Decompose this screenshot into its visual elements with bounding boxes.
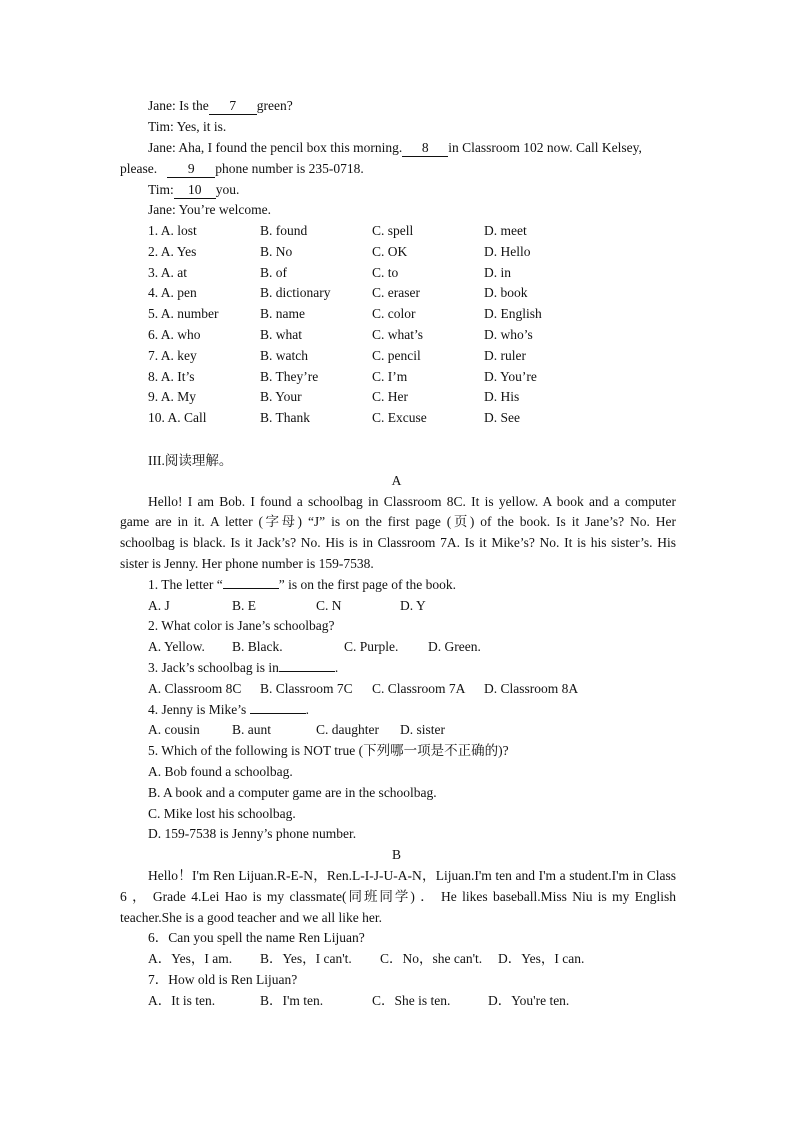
option: A. J xyxy=(148,598,170,613)
cloze-option: B. Thank xyxy=(260,410,310,426)
dialogue-line-2: Tim: Yes, it is. xyxy=(148,119,227,134)
cloze-option: 2. A. Yes xyxy=(148,243,197,259)
dialogue-text: Tim: xyxy=(148,182,174,197)
option: C. daughter xyxy=(316,722,379,737)
cloze-option: C. spell xyxy=(372,223,414,238)
option: B．Yes，I can't. xyxy=(260,951,352,966)
passage-a-label: A xyxy=(391,473,402,488)
cloze-option: B. name xyxy=(260,306,305,322)
cloze-option: C. Her xyxy=(372,389,408,405)
question-2: 2. What color is Jane’s schoolbag? xyxy=(148,618,335,633)
cloze-option: 10. A. Call xyxy=(148,410,207,426)
cloze-option-row xyxy=(148,221,648,241)
cloze-option: D. who’s xyxy=(484,327,533,342)
option: A．Yes，I am. xyxy=(148,951,233,966)
question-3-options xyxy=(148,679,648,699)
cloze-option: B. No xyxy=(260,243,293,259)
cloze-option: C. Excuse xyxy=(372,410,427,426)
cloze-option: 9. A. My xyxy=(148,389,197,405)
question-3 xyxy=(148,658,338,678)
dialogue-line-3 xyxy=(148,138,642,158)
option: C．She is ten. xyxy=(372,993,451,1008)
option: C. Purple. xyxy=(344,639,399,654)
cloze-option: 7. A. key xyxy=(148,347,197,363)
blank-10: 10 xyxy=(174,182,216,199)
option: B. Black. xyxy=(232,639,283,654)
cloze-option: 1. A. lost xyxy=(148,223,197,238)
blank-9: 9 xyxy=(167,161,215,178)
question-1-options xyxy=(148,596,648,616)
dialogue-line-6: Jane: You’re welcome. xyxy=(148,202,271,217)
section-title: III.阅读理解。 xyxy=(148,453,233,468)
question-text: . xyxy=(334,660,339,675)
cloze-option: 5. A. number xyxy=(148,306,219,322)
passage-b-line: Hello！I'm Ren Lijuan.R-E-N，Ren.L-I-J-U-A-N，Lijuan.I'm ten and I'm a student.I'm in Class xyxy=(148,868,676,883)
option: B. aunt xyxy=(232,722,271,737)
cloze-option: D. You’re xyxy=(484,368,537,384)
option: B. E xyxy=(232,598,257,613)
dialogue-text: Jane: Is the xyxy=(148,98,209,113)
option: D. Y xyxy=(400,598,426,613)
blank-7: 7 xyxy=(209,98,257,115)
dialogue-text: green? xyxy=(256,98,293,113)
passage-b-line: 6 ， Grade 4.Lei Hao is my classmate(同班同学) ． He likes baseball.Miss Niu is my English xyxy=(120,889,676,904)
question-6: 6．Can you spell the name Ren Lijuan? xyxy=(148,930,365,945)
passage-a-line: game are in it. A letter (字母) “J” is on the first page (页) of the book. Is it Jane’s? No. Her xyxy=(120,514,676,529)
dialogue-line-5 xyxy=(148,180,239,200)
cloze-option-row xyxy=(148,283,648,303)
cloze-option: B. Your xyxy=(260,389,302,405)
option: A. cousin xyxy=(148,722,200,737)
cloze-option: 3. A. at xyxy=(148,264,187,280)
cloze-option-row xyxy=(148,263,648,283)
dialogue-text: please. xyxy=(120,161,158,176)
question-text: 4. Jenny is Mike’s xyxy=(148,702,247,717)
passage-a-line: sister is Jenny. Her phone number is 159-7538. xyxy=(120,556,374,571)
option: D. sister xyxy=(400,722,445,737)
blank-8: 8 xyxy=(402,140,448,157)
cloze-option: C. pencil xyxy=(372,347,421,363)
question-text: 1. The letter “ xyxy=(148,577,223,592)
question-7: 7．How old is Ren Lijuan? xyxy=(148,972,298,987)
question-text: 3. Jack’s schoolbag is in xyxy=(148,660,279,675)
option: D. Classroom 8A xyxy=(484,681,579,696)
passage-a-line: schoolbag is black. Is it Jack’s? No. His is in Classroom 7A. Is it Mike’s? No. It is his sister’s. His xyxy=(120,535,676,550)
question-text: ” is on the first page of the book. xyxy=(278,577,457,592)
question-1 xyxy=(148,575,456,595)
option: D．Yes，I can. xyxy=(498,951,585,966)
question-4-options xyxy=(148,720,648,740)
option: C. Classroom 7A xyxy=(372,681,466,696)
cloze-option-row xyxy=(148,325,648,345)
option: C. Mike lost his schoolbag. xyxy=(148,806,296,821)
cloze-option: D. ruler xyxy=(484,347,526,363)
option: A. Bob found a schoolbag. xyxy=(148,764,293,779)
cloze-option: D. Hello xyxy=(484,243,531,259)
cloze-option: B. of xyxy=(260,264,287,280)
cloze-option: C. OK xyxy=(372,243,408,259)
answer-blank xyxy=(279,671,335,672)
question-5: 5. Which of the following is NOT true (下列哪一项是不正确的)? xyxy=(148,743,509,758)
dialogue-line-1 xyxy=(148,96,293,116)
dialogue-text: phone number is 235-0718. xyxy=(215,161,364,176)
cloze-option: 8. A. It’s xyxy=(148,368,195,384)
passage-b-label: B xyxy=(391,847,401,862)
answer-blank xyxy=(223,588,279,589)
answer-blank xyxy=(250,713,306,714)
cloze-option-row xyxy=(148,408,648,428)
cloze-option: D. book xyxy=(484,285,528,301)
option: C. N xyxy=(316,598,342,613)
cloze-option: C. color xyxy=(372,306,416,322)
option: C．No，she can't. xyxy=(380,951,483,966)
cloze-option-row xyxy=(148,242,648,262)
dialogue-text: you. xyxy=(215,182,240,197)
cloze-option: B. They’re xyxy=(260,368,319,384)
cloze-option-row xyxy=(148,367,648,387)
cloze-option: C. what’s xyxy=(372,327,424,342)
option: B. Classroom 7C xyxy=(260,681,353,696)
cloze-option: C. to xyxy=(372,264,399,280)
cloze-option: B. watch xyxy=(260,347,308,363)
option: B. A book and a computer game are in the schoolbag. xyxy=(148,785,437,800)
cloze-option: D. English xyxy=(484,306,542,322)
dialogue-line-4 xyxy=(120,159,364,179)
question-6-options xyxy=(148,949,648,969)
option: A. Classroom 8C xyxy=(148,681,242,696)
option: D. 159-7538 is Jenny’s phone number. xyxy=(148,826,357,841)
cloze-option: C. eraser xyxy=(372,285,420,301)
question-7-options xyxy=(148,991,648,1011)
question-4 xyxy=(148,700,309,720)
cloze-option: B. what xyxy=(260,327,302,342)
option: A. Yellow. xyxy=(148,639,205,654)
question-text: . xyxy=(305,702,310,717)
cloze-option: D. meet xyxy=(484,223,527,238)
passage-b-line: teacher.She is a good teacher and we all like her. xyxy=(120,910,383,925)
option: D．You're ten. xyxy=(488,993,570,1008)
cloze-option: B. found xyxy=(260,223,308,238)
cloze-option-row xyxy=(148,387,648,407)
passage-a-line: Hello! I am Bob. I found a schoolbag in Classroom 8C. It is yellow. A book and a computer xyxy=(148,494,676,509)
cloze-option: D. See xyxy=(484,410,520,426)
cloze-option-row xyxy=(148,346,648,366)
question-2-options xyxy=(148,637,648,657)
cloze-option: D. His xyxy=(484,389,520,405)
cloze-option: D. in xyxy=(484,264,511,280)
option: D. Green. xyxy=(428,639,481,654)
option: A．It is ten. xyxy=(148,993,216,1008)
option: B．I'm ten. xyxy=(260,993,324,1008)
cloze-option: C. I’m xyxy=(372,368,408,384)
dialogue-text: in Classroom 102 now. Call Kelsey, xyxy=(448,140,642,155)
cloze-option: B. dictionary xyxy=(260,285,331,301)
dialogue-text: Jane: Aha, I found the pencil box this morning. xyxy=(148,140,403,155)
cloze-option-row xyxy=(148,304,648,324)
cloze-option: 4. A. pen xyxy=(148,285,197,301)
cloze-option: 6. A. who xyxy=(148,327,201,342)
